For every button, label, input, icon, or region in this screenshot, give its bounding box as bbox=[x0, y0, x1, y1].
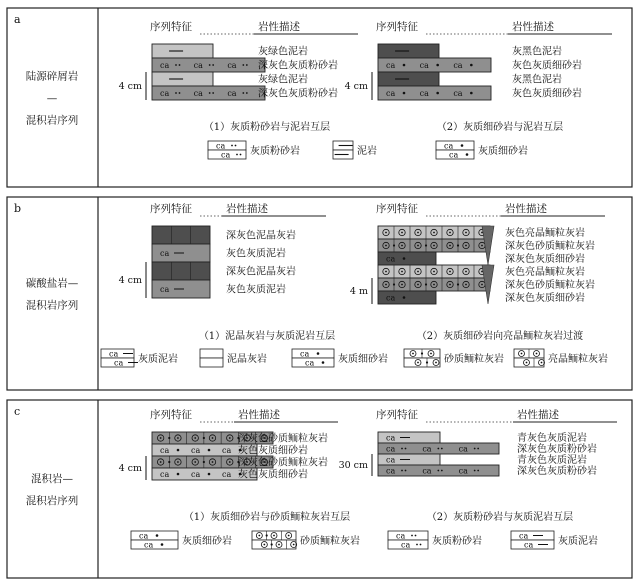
header-lithology-description: 岩性描述 bbox=[226, 203, 268, 215]
sand-dot bbox=[436, 64, 439, 67]
sand-dot bbox=[436, 92, 439, 95]
layer-description: 深灰色泥晶灰岩 bbox=[226, 230, 296, 242]
ca-symbol: ca bbox=[114, 358, 124, 368]
legend-swatch bbox=[131, 540, 178, 549]
ooid-core bbox=[465, 271, 467, 273]
sand-dot bbox=[461, 144, 464, 147]
ooid-core bbox=[177, 437, 179, 439]
layer-sandoolite bbox=[152, 456, 328, 469]
ca-symbol: ca bbox=[191, 446, 201, 455]
ca-symbol: ca bbox=[396, 531, 406, 541]
sequence-type-label: 陆源碎屑岩 bbox=[25, 70, 79, 83]
ca-symbol: ca bbox=[458, 444, 468, 454]
silt-dot bbox=[212, 64, 214, 66]
ooid-core bbox=[194, 461, 196, 463]
silt-dot bbox=[401, 470, 403, 472]
layer-casilt bbox=[378, 442, 597, 455]
layer-description: 灰黑色泥岩 bbox=[512, 74, 562, 86]
silt-dot bbox=[212, 92, 214, 94]
layer-description: 青灰色灰质泥岩 bbox=[517, 455, 587, 466]
ooid-core bbox=[435, 362, 437, 364]
sand-dot bbox=[266, 534, 268, 536]
header-sequence-feature: 序列特征 bbox=[150, 409, 192, 421]
ca-symbol: ca bbox=[227, 89, 237, 98]
ca-symbol: ca bbox=[160, 249, 170, 258]
legend-item-casand bbox=[436, 141, 528, 160]
ooid-core bbox=[212, 437, 214, 439]
scale-label: 4 m bbox=[349, 286, 368, 297]
sand-dot bbox=[393, 244, 395, 246]
header-lithology-description: 岩性描述 bbox=[258, 21, 300, 33]
silt-dot bbox=[209, 64, 211, 66]
layer-mud bbox=[152, 72, 308, 86]
silt-dot bbox=[242, 92, 244, 94]
legend-label: 砂质鲕粒灰岩 bbox=[300, 536, 360, 547]
ca-symbol: ca bbox=[444, 141, 454, 151]
legend-swatch bbox=[292, 349, 334, 358]
layer-camud bbox=[152, 244, 286, 262]
ca-symbol: ca bbox=[160, 285, 170, 294]
silt-dot bbox=[437, 470, 439, 472]
legend-item-casand bbox=[292, 349, 388, 368]
ooid-core bbox=[401, 284, 403, 286]
sand-dot bbox=[466, 153, 469, 156]
layer-casand bbox=[152, 468, 308, 481]
ca-symbol: ca bbox=[216, 141, 226, 151]
silt-dot bbox=[405, 470, 407, 472]
silt-dot bbox=[235, 145, 237, 147]
layer-description: 深灰色灰质粉砂岩 bbox=[517, 444, 597, 455]
ooid-core bbox=[385, 245, 387, 247]
silt-dot bbox=[441, 448, 443, 450]
sand-dot bbox=[470, 64, 473, 67]
section-column-c-1 bbox=[119, 408, 351, 523]
layer-mud bbox=[378, 44, 562, 58]
layer-sandoolite bbox=[152, 432, 328, 445]
legend-swatch bbox=[388, 531, 428, 540]
legend-swatch bbox=[252, 540, 296, 549]
sand-dot bbox=[426, 361, 428, 363]
sand-dot bbox=[403, 92, 406, 95]
ca-symbol: ca bbox=[386, 433, 396, 443]
ca-symbol: ca bbox=[524, 540, 534, 550]
legend-label: 灰质细砂岩 bbox=[182, 536, 232, 547]
legend-item-micrite bbox=[200, 349, 267, 367]
silt-dot bbox=[416, 544, 418, 546]
ooid-core bbox=[229, 461, 231, 463]
section-column-c-2 bbox=[339, 408, 617, 523]
legend-label: 亮晶鲕粒灰岩 bbox=[548, 354, 608, 365]
sand-dot bbox=[403, 257, 406, 260]
sand-dot bbox=[161, 543, 164, 546]
ooid-core bbox=[465, 232, 467, 234]
sand-dot bbox=[168, 437, 170, 439]
ca-symbol: ca bbox=[453, 61, 463, 70]
sand-dot bbox=[322, 361, 325, 364]
silt-dot bbox=[411, 535, 413, 537]
silt-dot bbox=[441, 470, 443, 472]
header-sequence-feature: 序列特征 bbox=[376, 409, 418, 421]
ca-symbol: ca bbox=[222, 470, 232, 479]
legend-swatch bbox=[511, 531, 554, 540]
legend-swatch bbox=[208, 141, 246, 150]
sand-dot bbox=[421, 352, 423, 354]
sand-dot bbox=[393, 283, 395, 285]
silt-dot bbox=[175, 92, 177, 94]
layer-casilt bbox=[152, 58, 338, 72]
silt-dot bbox=[477, 448, 479, 450]
layer-oolite bbox=[378, 265, 585, 278]
layer-description: 深灰色砂质鲕粒灰岩 bbox=[238, 433, 328, 445]
ooid-core bbox=[401, 271, 403, 273]
ooid-core bbox=[212, 461, 214, 463]
legend-label: 砂质鲕粒灰岩 bbox=[444, 354, 504, 365]
ooid-core bbox=[521, 353, 523, 355]
ooid-core bbox=[417, 362, 419, 364]
legend-label: 灰质细砂岩 bbox=[478, 146, 528, 157]
ooid-core bbox=[449, 245, 451, 247]
legend-item-mud bbox=[333, 141, 377, 159]
ca-symbol: ca bbox=[419, 89, 429, 98]
silt-dot bbox=[415, 535, 417, 537]
header-lithology-description: 岩性描述 bbox=[517, 409, 559, 421]
layer-description: 灰色灰质细砂岩 bbox=[238, 469, 308, 481]
layer-fill bbox=[152, 262, 210, 280]
ooid-core bbox=[449, 284, 451, 286]
layer-description: 深灰色砂质鲕粒灰岩 bbox=[238, 457, 328, 469]
sand-dot bbox=[317, 352, 320, 355]
silt-dot bbox=[420, 544, 422, 546]
legend-item-sandoolite bbox=[404, 349, 504, 367]
ooid-core bbox=[536, 353, 538, 355]
sand-dot bbox=[470, 92, 473, 95]
ooid-core bbox=[449, 271, 451, 273]
ooid-core bbox=[433, 284, 435, 286]
ooid-core bbox=[481, 284, 483, 286]
silt-dot bbox=[179, 92, 181, 94]
sand-dot bbox=[403, 64, 406, 67]
sand-dot bbox=[208, 473, 211, 476]
header-lithology-description: 岩性描述 bbox=[238, 409, 280, 421]
panel-b bbox=[7, 197, 632, 390]
sand-dot bbox=[271, 543, 273, 545]
section-caption: （1）泥晶灰岩与灰质泥岩互层 bbox=[198, 331, 336, 342]
layer-micrite bbox=[152, 262, 296, 280]
legend-label: 灰质细砂岩 bbox=[338, 354, 388, 365]
legend-item-casand bbox=[131, 531, 232, 550]
sand-dot bbox=[203, 437, 205, 439]
legend-label: 泥晶灰岩 bbox=[227, 354, 267, 365]
layer-description: 灰色亮晶鲕粒灰岩 bbox=[505, 228, 585, 239]
ooid-core bbox=[401, 232, 403, 234]
panel-a bbox=[7, 8, 632, 187]
layer-description: 灰色灰质泥岩 bbox=[226, 248, 286, 260]
silt-dot bbox=[179, 64, 181, 66]
ooid-core bbox=[412, 353, 414, 355]
sand-dot bbox=[457, 244, 459, 246]
ca-symbol: ca bbox=[386, 466, 396, 476]
silt-dot bbox=[236, 154, 238, 156]
scale-label: 4 cm bbox=[344, 81, 368, 92]
ca-symbol: ca bbox=[422, 444, 432, 454]
layer-description: 灰绿色泥岩 bbox=[258, 46, 308, 58]
ooid-core bbox=[417, 284, 419, 286]
ooid-core bbox=[229, 437, 231, 439]
ca-symbol: ca bbox=[139, 531, 149, 541]
legend-label: 灰质粉砂岩 bbox=[432, 536, 482, 547]
legend-item-oolite bbox=[514, 349, 608, 367]
layer-mud bbox=[378, 72, 562, 86]
ooid-core bbox=[385, 232, 387, 234]
ca-symbol: ca bbox=[160, 61, 170, 70]
ca-symbol: ca bbox=[222, 446, 232, 455]
ca-symbol: ca bbox=[386, 254, 396, 264]
legend-label: 泥岩 bbox=[357, 146, 377, 157]
layer-fill bbox=[152, 226, 210, 244]
ooid-core bbox=[293, 544, 295, 546]
silt-dot bbox=[242, 64, 244, 66]
ooid-core bbox=[465, 284, 467, 286]
ca-symbol: ca bbox=[160, 446, 170, 455]
silt-dot bbox=[246, 64, 248, 66]
sequence-type-label: 混积岩序列 bbox=[25, 114, 79, 127]
ooid-core bbox=[433, 271, 435, 273]
layer-description: 青灰色灰质泥岩 bbox=[517, 433, 587, 444]
panel-label: b bbox=[14, 202, 22, 215]
silt-dot bbox=[437, 448, 439, 450]
sand-dot bbox=[425, 244, 427, 246]
silt-dot bbox=[231, 145, 233, 147]
silt-dot bbox=[240, 154, 242, 156]
scale-label: 4 cm bbox=[118, 275, 142, 286]
layer-casand bbox=[378, 291, 585, 304]
header-lithology-description: 岩性描述 bbox=[505, 203, 547, 215]
silt-dot bbox=[405, 448, 407, 450]
legend-swatch bbox=[436, 141, 474, 150]
header-sequence-feature: 序列特征 bbox=[150, 21, 192, 33]
ca-symbol: ca bbox=[386, 293, 396, 303]
legend-swatch bbox=[514, 358, 544, 367]
layer-camud bbox=[152, 280, 286, 298]
ooid-core bbox=[417, 232, 419, 234]
legend-item-camud bbox=[511, 531, 598, 550]
sequence-type-label: 混积岩序列 bbox=[25, 299, 79, 312]
ca-symbol: ca bbox=[191, 470, 201, 479]
panel-c bbox=[7, 400, 632, 578]
ooid-core bbox=[481, 245, 483, 247]
ooid-core bbox=[433, 245, 435, 247]
ooid-core bbox=[417, 271, 419, 273]
ooid-core bbox=[430, 353, 432, 355]
ca-symbol: ca bbox=[160, 470, 170, 479]
section-caption: （2）灰质细砂岩向亮晶鲕粒灰岩过渡 bbox=[416, 331, 584, 342]
legend-label: 灰质粉砂岩 bbox=[250, 146, 300, 157]
section-caption: （1）灰质细砂岩与砂质鲕粒灰岩互层 bbox=[183, 512, 351, 523]
layer-oolite bbox=[378, 226, 585, 239]
sand-dot bbox=[203, 461, 205, 463]
ca-symbol: ca bbox=[300, 349, 310, 359]
sequence-type-label: 混积岩序列 bbox=[25, 495, 79, 507]
section-caption: （2）灰质粉砂岩与灰质泥岩互层 bbox=[426, 512, 574, 523]
ca-symbol: ca bbox=[144, 540, 154, 550]
sand-dot bbox=[403, 296, 406, 299]
ooid-core bbox=[401, 245, 403, 247]
ooid-core bbox=[465, 245, 467, 247]
ooid-core bbox=[385, 271, 387, 273]
ca-symbol: ca bbox=[160, 89, 170, 98]
layer-description: 深灰色灰质粉砂岩 bbox=[258, 60, 338, 72]
ca-symbol: ca bbox=[386, 444, 396, 454]
silt-dot bbox=[474, 470, 476, 472]
section-caption: （1）灰质粉砂岩与泥岩互层 bbox=[203, 122, 331, 133]
layer-description: 灰黑色泥岩 bbox=[512, 46, 562, 58]
layer-casand bbox=[378, 58, 582, 72]
scale-label: 4 cm bbox=[118, 463, 142, 474]
sand-dot bbox=[177, 449, 180, 452]
silt-dot bbox=[477, 470, 479, 472]
layer-micrite bbox=[152, 226, 296, 244]
layer-description: 灰绿色泥岩 bbox=[258, 74, 308, 86]
ca-symbol: ca bbox=[419, 61, 429, 70]
sequence-type-label: 混积岩— bbox=[31, 473, 73, 485]
legend bbox=[101, 349, 608, 368]
ca-symbol: ca bbox=[305, 358, 315, 368]
layer-description: 灰色灰质细砂岩 bbox=[512, 88, 582, 100]
sand-dot bbox=[425, 283, 427, 285]
sequence-type-label: 碳酸盐岩— bbox=[25, 277, 79, 290]
layer-description: 深灰色砂质鲕粒灰岩 bbox=[505, 280, 595, 291]
layer-casilt bbox=[152, 86, 338, 100]
panel-label: c bbox=[14, 405, 21, 418]
legend-item-casilt bbox=[208, 141, 300, 160]
sand-dot bbox=[457, 283, 459, 285]
ooid-core bbox=[433, 232, 435, 234]
ca-symbol: ca bbox=[109, 349, 119, 359]
layer-description: 深灰色灰质细砂岩 bbox=[505, 254, 585, 265]
ca-symbol: ca bbox=[453, 89, 463, 98]
layer-description: 灰色亮晶鲕粒灰岩 bbox=[505, 267, 585, 278]
layer-description: 深灰色砂质鲕粒灰岩 bbox=[505, 241, 595, 252]
layer-casand bbox=[378, 252, 585, 265]
ca-symbol: ca bbox=[422, 466, 432, 476]
layer-casand bbox=[378, 86, 582, 100]
section-column-a-2 bbox=[345, 20, 612, 133]
legend-swatch bbox=[200, 358, 223, 367]
layer-camud bbox=[378, 431, 587, 444]
ooid-core bbox=[526, 362, 528, 364]
ca-symbol: ca bbox=[449, 150, 459, 160]
section-column-b-1 bbox=[119, 202, 336, 342]
sand-dot bbox=[168, 461, 170, 463]
ca-symbol: ca bbox=[193, 89, 203, 98]
ca-symbol: ca bbox=[401, 540, 411, 550]
scale-label: 4 cm bbox=[118, 81, 142, 92]
layer-camud bbox=[378, 453, 587, 466]
layer-description: 灰色灰质细砂岩 bbox=[512, 60, 582, 72]
layer-description: 灰色灰质泥岩 bbox=[226, 284, 286, 296]
ooid-core bbox=[385, 284, 387, 286]
legend bbox=[131, 531, 598, 550]
ca-symbol: ca bbox=[386, 455, 396, 465]
header-sequence-feature: 序列特征 bbox=[150, 203, 192, 215]
scale-label: 30 cm bbox=[338, 460, 368, 471]
ooid-core bbox=[541, 362, 543, 364]
section-caption: （2）灰质细砂岩与泥岩互层 bbox=[436, 122, 564, 133]
silt-dot bbox=[401, 448, 403, 450]
legend-swatch bbox=[200, 349, 223, 358]
layer-description: 灰色灰质细砂岩 bbox=[238, 445, 308, 457]
layer-mud bbox=[152, 44, 308, 58]
ooid-core bbox=[288, 535, 290, 537]
ca-symbol: ca bbox=[227, 61, 237, 70]
sand-dot bbox=[156, 534, 159, 537]
layer-description: 深灰色灰质粉砂岩 bbox=[517, 466, 597, 477]
ooid-core bbox=[273, 535, 275, 537]
ooid-core bbox=[263, 544, 265, 546]
legend-label: 灰质泥岩 bbox=[558, 536, 598, 547]
ooid-core bbox=[417, 245, 419, 247]
ooid-core bbox=[177, 461, 179, 463]
panel-frame bbox=[7, 400, 632, 578]
legend bbox=[208, 141, 528, 160]
legend-item-sandoolite bbox=[252, 531, 360, 549]
silt-dot bbox=[175, 64, 177, 66]
legend-item-casilt bbox=[388, 531, 482, 550]
ca-symbol: ca bbox=[386, 61, 396, 70]
header-lithology-description: 岩性描述 bbox=[512, 21, 554, 33]
ooid-core bbox=[278, 544, 280, 546]
ca-symbol: ca bbox=[458, 466, 468, 476]
ooid-core bbox=[194, 437, 196, 439]
layer-description: 深灰色灰质粉砂岩 bbox=[258, 88, 338, 100]
silt-dot bbox=[474, 448, 476, 450]
ooid-core bbox=[160, 437, 162, 439]
header-sequence-feature: 序列特征 bbox=[376, 203, 418, 215]
sequence-type-label: — bbox=[46, 92, 58, 105]
ca-symbol: ca bbox=[221, 150, 231, 160]
sand-dot bbox=[208, 449, 211, 452]
silt-dot bbox=[246, 92, 248, 94]
legend-label: 灰质泥岩 bbox=[138, 354, 178, 365]
layer-casand bbox=[152, 444, 308, 457]
section-column-a-1 bbox=[119, 20, 358, 133]
header-sequence-feature: 序列特征 bbox=[376, 21, 418, 33]
legend-swatch bbox=[404, 358, 440, 367]
ooid-core bbox=[449, 232, 451, 234]
ca-symbol: ca bbox=[386, 89, 396, 98]
ca-symbol: ca bbox=[193, 61, 203, 70]
silt-dot bbox=[209, 92, 211, 94]
sand-dot bbox=[177, 473, 180, 476]
ca-symbol: ca bbox=[519, 531, 529, 541]
layer-casilt bbox=[378, 464, 597, 477]
ooid-core bbox=[160, 461, 162, 463]
layer-description: 深灰色灰质细砂岩 bbox=[505, 293, 585, 304]
section-column-b-2 bbox=[350, 202, 605, 342]
layer-description: 深灰色泥晶灰岩 bbox=[226, 266, 296, 278]
ooid-core bbox=[258, 535, 260, 537]
panel-label: a bbox=[14, 13, 21, 26]
legend-item-camud bbox=[101, 349, 178, 368]
